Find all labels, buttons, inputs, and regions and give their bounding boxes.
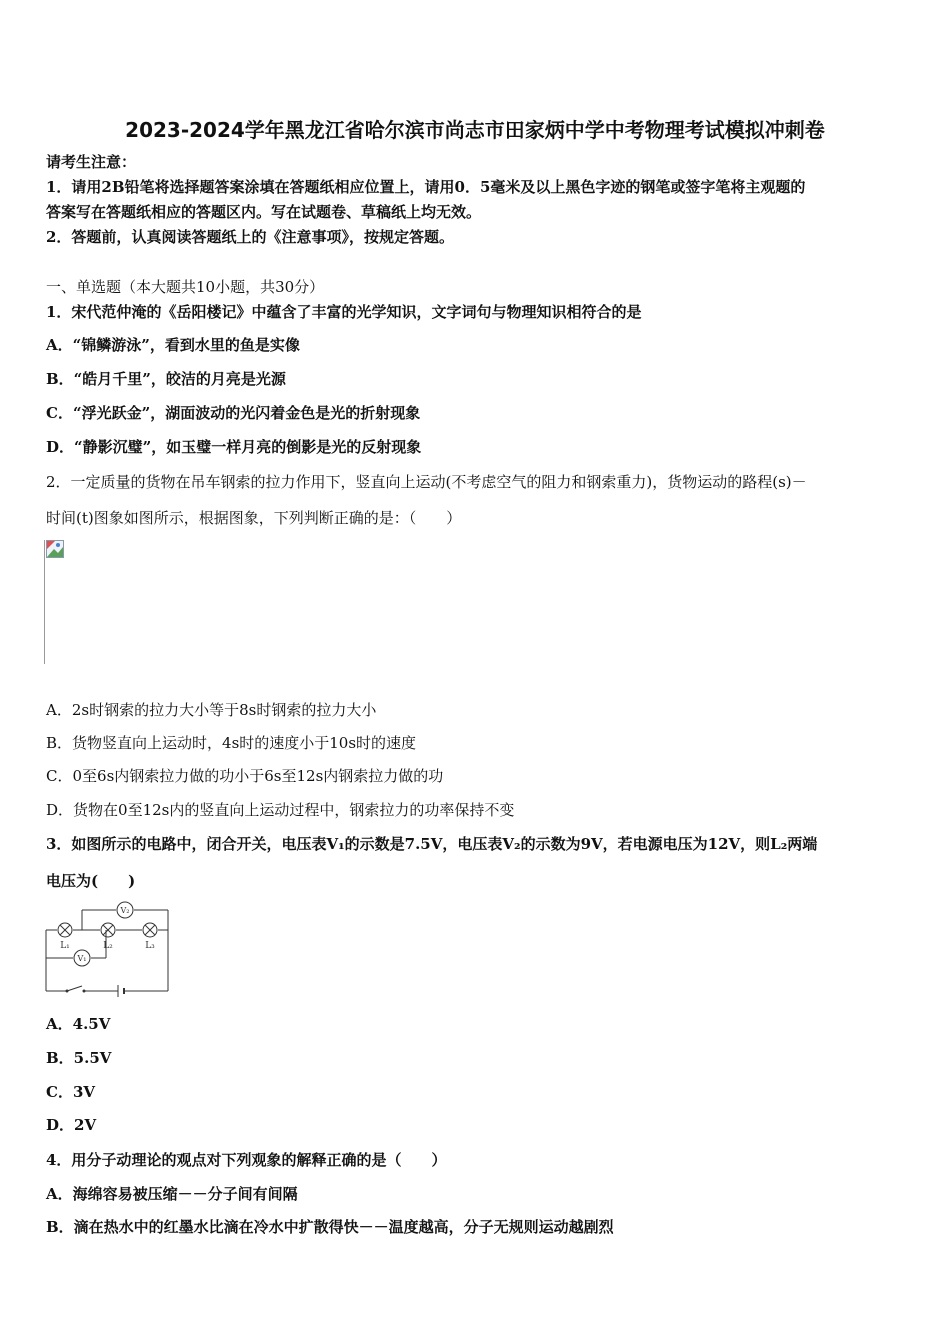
q1-stem: 1．宋代范仲淹的《岳阳楼记》中蕴含了丰富的光学知识，文字词句与物理知识相符合的是 [46,303,642,321]
notice-line-2: 2．答题前，认真阅读答题纸上的《注意事项》，按规定答题。 [46,228,454,246]
v2-label: V₂ [120,906,130,915]
q1-option-a: A．“锦鳞游泳”，看到水里的鱼是实像 [46,336,300,354]
broken-image-icon [46,540,64,558]
l3-label: L₃ [145,941,155,951]
q3-option-a: A．4.5V [46,1015,111,1033]
q4-option-a: A．海绵容易被压缩－－分子间有间隔 [46,1185,298,1203]
q3-circuit-diagram [40,898,175,998]
section-heading: 一、单选题（本大题共10小题，共30分） [46,278,325,296]
q3-option-d: D．2V [46,1116,97,1134]
q3-option-c: C．3V [46,1083,96,1101]
q1-option-b: B．“皓月千里”，皎洁的月亮是光源 [46,370,286,388]
q4-option-b: B．滴在热水中的红墨水比滴在冷水中扩散得快－－温度越高，分子无规则运动越剧烈 [46,1218,614,1236]
l1-label: L₁ [60,941,70,951]
q2-option-d: D．货物在0至12s内的竖直向上运动过程中，钢索拉力的功率保持不变 [46,801,515,819]
notice-line-1b: 答案写在答题纸相应的答题区内。写在试题卷、草稿纸上均无效。 [46,203,482,221]
v1-label: V₁ [77,954,87,963]
page-title: 2023-2024学年黑龙江省哈尔滨市尚志市田家炳中学中考物理考试模拟冲刺卷 [125,118,825,142]
notice-heading: 请考生注意： [46,153,137,171]
q3-option-b: B．5.5V [46,1049,112,1067]
q1-option-d: D．“静影沉璧”，如玉璧一样月亮的倒影是光的反射现象 [46,438,422,456]
q2-stem-line1: 2．一定质量的货物在吊车钢索的拉力作用下，竖直向上运动(不考虑空气的阻力和钢索重力)，货物运动的路程(s)－ [46,473,807,491]
l2-label: L₂ [103,941,113,951]
q4-stem: 4．用分子动理论的观点对下列观象的解释正确的是（ ） [46,1151,447,1169]
q2-graph-image [44,540,67,664]
q3-stem-line1: 3．如图所示的电路中，闭合开关，电压表V₁的示数是7.5V，电压表V₂的示数为9V，若电源电压为12V，则L₂两端 [46,835,818,853]
q2-stem-line2: 时间(t)图象如图所示，根据图象，下列判断正确的是：（ ） [46,509,462,527]
q3-stem-line2: 电压为( ) [46,872,136,890]
q1-option-c: C．“浮光跃金”，湖面波动的光闪着金色是光的折射现象 [46,404,421,422]
q2-option-c: C．0至6s内钢索拉力做的功小于6s至12s内钢索拉力做的功 [46,767,444,785]
notice-line-1a: 1．请用2B铅笔将选择题答案涂填在答题纸相应位置上，请用0．5毫米及以上黑色字迹的钢笔或签字笔将主观题的 [46,178,806,196]
q2-option-a: A．2s时钢索的拉力大小等于8s时钢索的拉力大小 [46,701,377,719]
q2-option-b: B．货物竖直向上运动时，4s时的速度小于10s时的速度 [46,734,417,752]
